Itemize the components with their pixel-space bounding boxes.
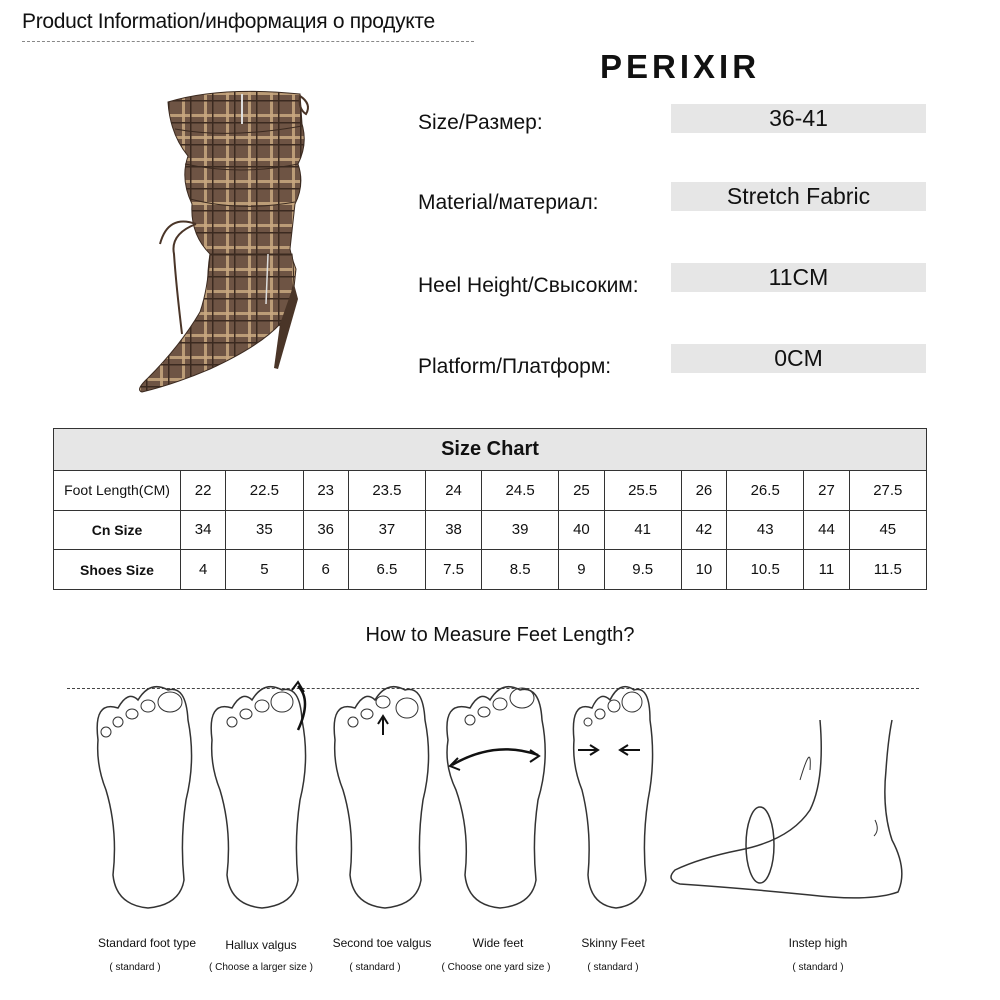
spec-material-label: Material/материал:	[418, 191, 599, 214]
table-cell: 10.5	[727, 550, 804, 590]
foot-sub-second-toe: ( standard )	[349, 962, 401, 973]
table-cell: 26.5	[727, 471, 804, 511]
table-cell: 34	[181, 510, 226, 550]
table-row-shoes-size	[54, 550, 927, 590]
second-toe-valgus-foot-icon	[325, 680, 435, 910]
table-cell: 9	[559, 550, 604, 590]
table-cell: 27.5	[849, 471, 926, 511]
table-cell: 42	[681, 510, 726, 550]
table-cell: 11	[804, 550, 849, 590]
spec-heel-value: 11CM	[671, 263, 926, 292]
spec-size-value: 36-41	[671, 104, 926, 133]
table-cell: 44	[804, 510, 849, 550]
spec-size-label: Size/Размер:	[418, 111, 543, 134]
table-cell: 38	[426, 510, 482, 550]
table-cell: 5	[226, 550, 303, 590]
standard-foot-icon	[88, 680, 198, 910]
table-cell: 43	[727, 510, 804, 550]
table-cell: 45	[849, 510, 926, 550]
table-cell: 37	[348, 510, 425, 550]
title-divider	[22, 41, 474, 42]
table-cell: 23	[303, 471, 348, 511]
table-cell: 41	[604, 510, 681, 550]
table-cell: 4	[181, 550, 226, 590]
spec-platform-value: 0CM	[671, 344, 926, 373]
size-chart-title: Size Chart	[54, 429, 927, 471]
table-cell: 25	[559, 471, 604, 511]
hallux-valgus-foot-icon	[202, 680, 312, 910]
table-cell: 6.5	[348, 550, 425, 590]
table-cell: 9.5	[604, 550, 681, 590]
spec-material-value: Stretch Fabric	[671, 182, 926, 211]
spec-platform-label: Platform/Платформ:	[418, 355, 612, 378]
foot-sub-instep: ( standard )	[792, 962, 844, 973]
foot-sub-hallux: ( Choose a larger size )	[209, 962, 313, 973]
measure-title: How to Measure Feet Length?	[365, 624, 635, 646]
table-cell: 39	[482, 510, 559, 550]
table-cell: 22	[181, 471, 226, 511]
foot-label-instep: Instep high	[788, 936, 848, 950]
table-cell: 23.5	[348, 471, 425, 511]
table-cell: 7.5	[426, 550, 482, 590]
size-chart-header-row	[54, 429, 927, 471]
skinny-foot-icon	[560, 680, 660, 910]
table-cell: 35	[226, 510, 303, 550]
plaid-boot-image	[130, 84, 330, 404]
foot-label-hallux: Hallux valgus	[225, 938, 297, 952]
table-cell: 27	[804, 471, 849, 511]
row-label-foot-length: Foot Length(CM)	[54, 471, 181, 511]
foot-label-skinny: Skinny Feet	[581, 936, 645, 950]
brand-name: PERIXIR	[600, 48, 761, 85]
row-label-shoes-size: Shoes Size	[54, 550, 181, 590]
table-cell: 24.5	[482, 471, 559, 511]
table-cell: 36	[303, 510, 348, 550]
table-row-foot-length	[54, 471, 927, 511]
table-cell: 11.5	[849, 550, 926, 590]
page-title: Product Information/информация о продукте	[22, 10, 435, 33]
instep-high-foot-icon	[660, 680, 910, 910]
foot-sub-standard: ( standard )	[109, 962, 161, 973]
table-cell: 26	[681, 471, 726, 511]
table-cell: 25.5	[604, 471, 681, 511]
spec-heel-label: Heel Height/Свысоким:	[418, 274, 639, 297]
size-chart-table	[53, 428, 927, 590]
foot-label-standard: Standard foot type	[97, 936, 197, 950]
table-row-cn-size	[54, 510, 927, 550]
table-cell: 40	[559, 510, 604, 550]
foot-label-wide: Wide feet	[472, 936, 524, 950]
table-cell: 10	[681, 550, 726, 590]
foot-label-second-toe: Second toe valgus	[332, 936, 432, 950]
table-cell: 8.5	[482, 550, 559, 590]
row-label-cn-size: Cn Size	[54, 510, 181, 550]
foot-sub-skinny: ( standard )	[587, 962, 639, 973]
table-cell: 6	[303, 550, 348, 590]
table-cell: 24	[426, 471, 482, 511]
table-cell: 22.5	[226, 471, 303, 511]
foot-sub-wide: ( Choose one yard size )	[441, 962, 551, 973]
wide-foot-icon	[440, 680, 550, 910]
